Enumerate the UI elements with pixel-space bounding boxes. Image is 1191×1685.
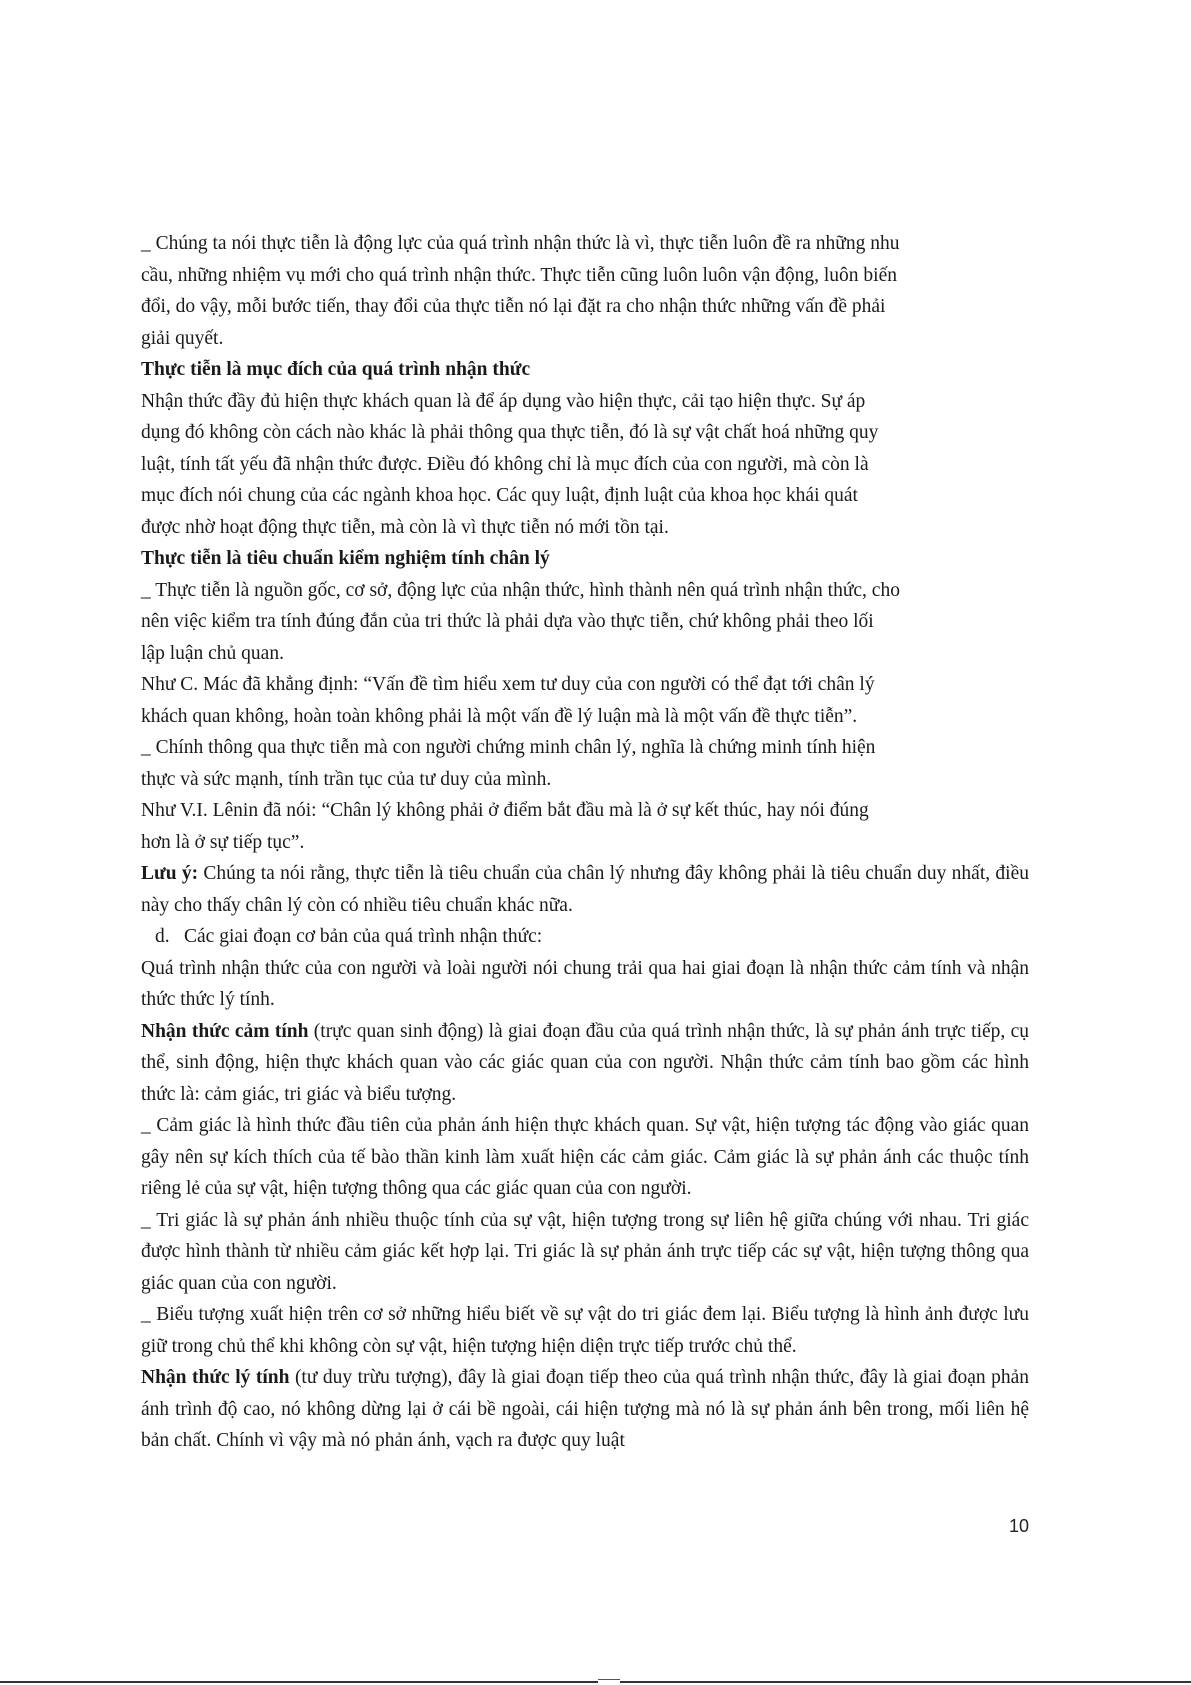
page-body xyxy=(141,228,1029,1457)
text-line: thực và sức mạnh, tính trần tục của tư duy của mình. xyxy=(141,768,552,790)
paragraph-note xyxy=(141,858,1029,921)
text-line: dụng đó không còn cách nào khác là phải thông qua thực tiễn, đó là sự vật chất hoá những quy xyxy=(141,422,879,443)
text-line: đổi, do vậy, mỗi bước tiến, thay đổi của thực tiễn nó lại đặt ra cho nhận thức những vấn đề phải xyxy=(141,296,886,317)
text-line: giải quyết. xyxy=(141,327,224,349)
paragraph-practice-driving-force xyxy=(141,228,1029,354)
text-line: hơn là ở sự tiếp tục”. xyxy=(141,831,305,853)
paragraph-sensation: _ Cảm giác là hình thức đầu tiên của phản ánh hiện thực khách quan. Sự vật, hiện tượng tác động vào giác quan gây nên sự kích thích của tế bào thần kinh làm xuất hiện các cảm giác. Cảm giác là sự phản ánh các thuộc tính riêng lẻ của sự vật, hiện tượng thông qua các giác quan của con người. xyxy=(141,1115,1029,1199)
text-line: cầu, những nhiệm vụ mới cho quá trình nhận thức. Thực tiễn cũng luôn luôn vận động, luôn biến xyxy=(141,264,897,286)
list-item-cognition-stages xyxy=(141,921,1029,953)
heading-practice-purpose: Thực tiễn là mục đích của quá trình nhận thức xyxy=(141,359,531,380)
paragraph-practice-purpose xyxy=(141,386,1029,544)
footer-rule xyxy=(0,1681,1191,1683)
note-label: Lưu ý: xyxy=(141,863,199,884)
text-line: Như V.I. Lênin đã nói: “Chân lý không phải ở điểm bắt đầu mà là ở sự kết thúc, hay nói đúng xyxy=(141,800,869,821)
text-line: nên việc kiểm tra tính đúng đắn của tri thức là phải dựa vào thực tiễn, chứ không phải theo lối xyxy=(141,611,874,632)
text-line: lập luận chủ quan. xyxy=(141,642,284,664)
footer-rule-mark xyxy=(598,1679,620,1685)
paragraph-perception: _ Tri giác là sự phản ánh nhiều thuộc tính của sự vật, hiện tượng trong sự liên hệ giữa chúng với nhau. Tri giác được hình thành từ nhiều cảm giác kết hợp lại. Tri giác là sự phản ánh trực tiếp các sự vật, hiện tượng thông qua giác quan của con người. xyxy=(141,1209,1029,1294)
paragraph-sensory-cognition xyxy=(141,1016,1029,1111)
sensory-cognition-term: Nhận thức cảm tính xyxy=(141,1020,309,1042)
paragraph-lenin-quote xyxy=(141,795,1029,858)
text-line: được nhờ hoạt động thực tiễn, mà còn là vì thực tiễn nó mới tồn tại. xyxy=(141,516,669,538)
heading-practice-criterion: Thực tiễn là tiêu chuẩn kiểm nghiệm tính chân lý xyxy=(141,548,550,569)
text-line: _ Chính thông qua thực tiễn mà con người chứng minh chân lý, nghĩa là chứng minh tính hiện xyxy=(141,737,876,758)
list-marker: d. xyxy=(155,926,170,947)
paragraph-two-stages: Quá trình nhận thức của con người và loài người nói chung trải qua hai giai đoạn là nhận thức cảm tính và nhận thức thức lý tính. xyxy=(141,957,1029,1010)
text-line: mục đích nói chung của các ngành khoa học. Các quy luật, định luật của khoa học khái quát xyxy=(141,485,858,506)
rational-cognition-term: Nhận thức lý tính xyxy=(141,1367,290,1388)
text-line: _ Chúng ta nói thực tiễn là động lực của quá trình nhận thức là vì, thực tiễn luôn đề ra những nhu xyxy=(141,233,900,254)
paragraph-proving-truth xyxy=(141,732,1029,795)
paragraph-practice-criterion xyxy=(141,575,1029,670)
text-line: _ Thực tiễn là nguồn gốc, cơ sở, động lực của nhận thức, hình thành nên quá trình nhận thức, cho xyxy=(141,579,900,601)
page-number: 10 xyxy=(1008,1516,1029,1536)
text-line: khách quan không, hoàn toàn không phải là một vấn đề lý luận mà là một vấn đề thực tiễn”. xyxy=(141,705,858,727)
text-line: Như C. Mác đã khẳng định: “Vấn đề tìm hiểu xem tư duy của con người có thể đạt tới chân lý xyxy=(141,674,875,695)
rational-cognition-text: (tư duy trừu tượng), đây là giai đoạn tiếp theo của quá trình nhận thức, đây là giai đoạn phản ánh trình độ cao, nó không dừng lại ở cái bề ngoài, cái hiện tượng mà nó là sự phản ánh bên trong, mối liên hệ bản chất. Chính vì vậy mà nó phản ánh, vạch ra được quy luật xyxy=(141,1367,1029,1451)
sensory-cognition-text: (trực quan sinh động) là giai đoạn đầu của quá trình nhận thức, là sự phản ánh trực tiếp, cụ thể, sinh động, hiện thực khách quan vào các giác quan của con người. Nhận thức cảm tính bao gồm các hình thức là: cảm giác, tri giác và biểu tượng. xyxy=(141,1020,1030,1105)
text-line: luật, tính tất yếu đã nhận thức được. Điều đó không chỉ là mục đích của con người, mà còn là xyxy=(141,453,869,475)
paragraph-marx-quote xyxy=(141,669,1029,732)
text-line: Nhận thức đầy đủ hiện thực khách quan là để áp dụng vào hiện thực, cải tạo hiện thực. Sự áp xyxy=(141,390,866,412)
paragraph-rational-cognition xyxy=(141,1362,1029,1457)
list-item-text: Các giai đoạn cơ bản của quá trình nhận thức: xyxy=(184,926,543,947)
paragraph-representation: _ Biểu tượng xuất hiện trên cơ sở những hiểu biết về sự vật do tri giác đem lại. Biểu tượng là hình ảnh được lưu giữ trong chủ thể khi không còn sự vật, hiện tượng hiện diện trực tiếp trước chủ thể. xyxy=(141,1304,1029,1357)
note-text: Chúng ta nói rằng, thực tiễn là tiêu chuẩn của chân lý nhưng đây không phải là tiêu chuẩn duy nhất, điều này cho thấy chân lý còn có nhiều tiêu chuẩn khác nữa. xyxy=(141,863,1029,916)
